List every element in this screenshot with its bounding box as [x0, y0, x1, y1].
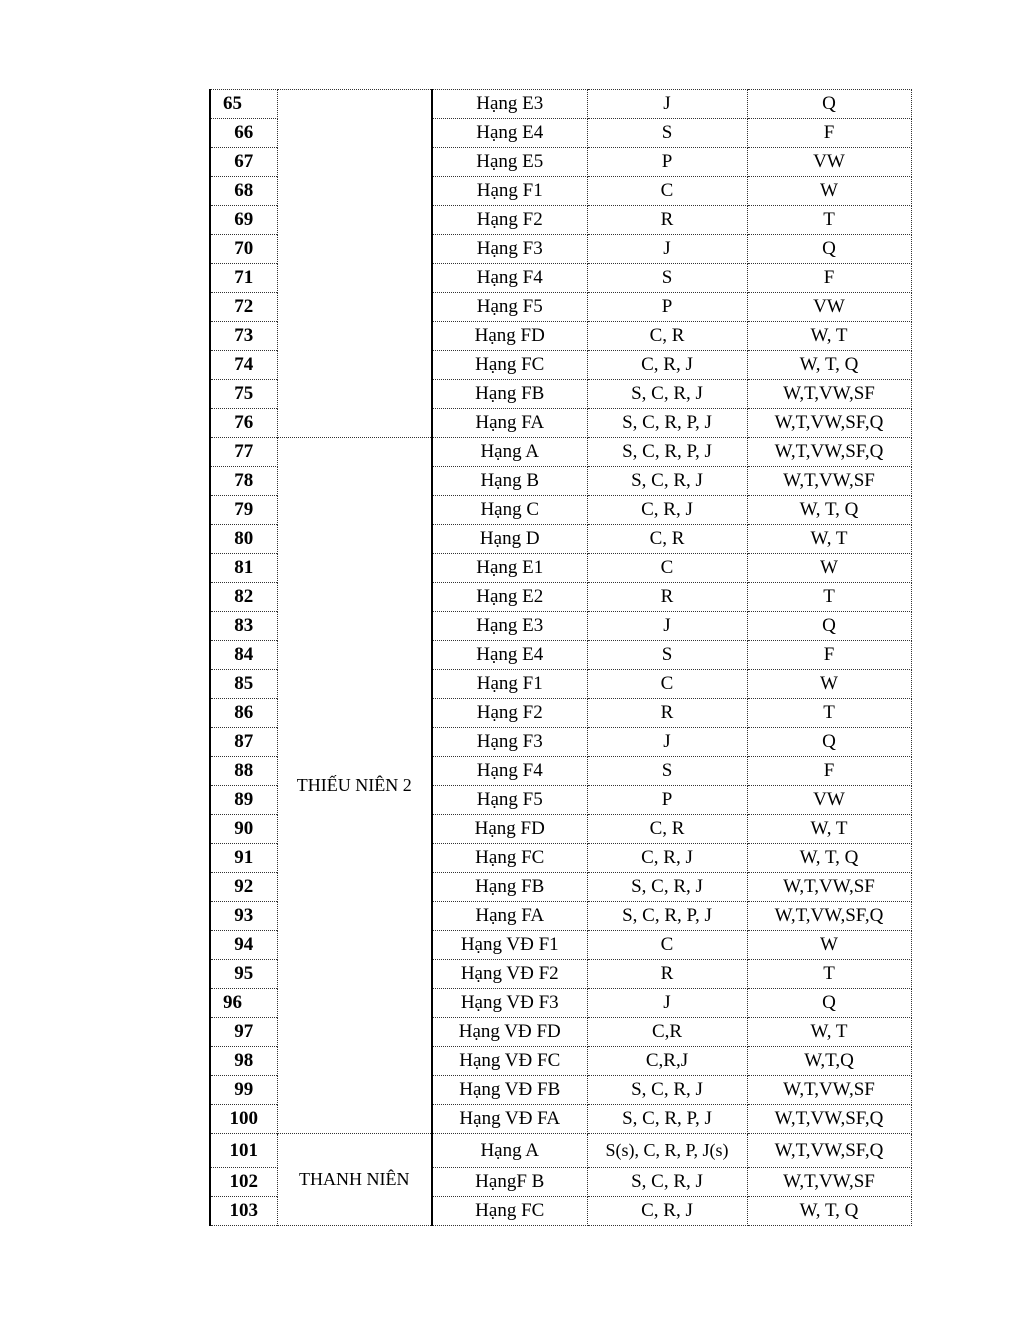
codes-cell: W, T: [747, 322, 911, 351]
row-number: 87: [210, 728, 277, 757]
row-number: 79: [210, 496, 277, 525]
rank-cell: Hạng F3: [432, 728, 587, 757]
row-number: 98: [210, 1047, 277, 1076]
events-cell: C: [587, 554, 747, 583]
row-number: 85: [210, 670, 277, 699]
events-cell: S, C, R, J: [587, 467, 747, 496]
row-number: 82: [210, 583, 277, 612]
events-cell: C: [587, 177, 747, 206]
events-cell: R: [587, 583, 747, 612]
rank-cell: Hạng F4: [432, 264, 587, 293]
table-body: [210, 90, 911, 1226]
rank-cell: Hạng FB: [432, 380, 587, 409]
events-cell: S, C, R, P, J: [587, 438, 747, 467]
codes-cell: Q: [747, 90, 911, 119]
codes-cell: Q: [747, 989, 911, 1018]
row-number: 66: [210, 119, 277, 148]
rank-cell: Hạng FC: [432, 844, 587, 873]
codes-cell: VW: [747, 786, 911, 815]
events-cell: J: [587, 235, 747, 264]
events-cell: J: [587, 728, 747, 757]
events-cell: S, C, R, P, J: [587, 902, 747, 931]
row-number: 91: [210, 844, 277, 873]
row-number: 83: [210, 612, 277, 641]
row-number: 70: [210, 235, 277, 264]
codes-cell: W: [747, 670, 911, 699]
events-cell: S, C, R, J: [587, 1076, 747, 1105]
ranking-table: [209, 89, 912, 1226]
events-cell: C, R, J: [587, 844, 747, 873]
row-number: 99: [210, 1076, 277, 1105]
rank-cell: Hạng VĐ FA: [432, 1105, 587, 1134]
codes-cell: W, T: [747, 525, 911, 554]
events-cell: S, C, R, J: [587, 380, 747, 409]
events-cell: C, R: [587, 525, 747, 554]
rank-cell: Hạng F5: [432, 293, 587, 322]
codes-cell: W,T,Q: [747, 1047, 911, 1076]
events-cell: J: [587, 90, 747, 119]
row-number: 78: [210, 467, 277, 496]
events-cell: C: [587, 931, 747, 960]
rank-cell: Hạng VĐ FB: [432, 1076, 587, 1105]
events-cell: S, C, R, J: [587, 1168, 747, 1197]
rank-cell: Hạng E3: [432, 612, 587, 641]
row-number: 89: [210, 786, 277, 815]
rank-cell: Hạng FC: [432, 1197, 587, 1226]
row-number: 86: [210, 699, 277, 728]
codes-cell: F: [747, 641, 911, 670]
group-label: [277, 90, 432, 438]
rank-cell: Hạng F1: [432, 670, 587, 699]
events-cell: S, C, R, J: [587, 873, 747, 902]
rank-cell: Hạng VĐ F2: [432, 960, 587, 989]
events-cell: C, R, J: [587, 1197, 747, 1226]
row-number: 68: [210, 177, 277, 206]
codes-cell: W, T, Q: [747, 351, 911, 380]
rank-cell: Hạng E1: [432, 554, 587, 583]
rank-cell: Hạng FA: [432, 902, 587, 931]
rank-cell: Hạng D: [432, 525, 587, 554]
codes-cell: W,T,VW,SF,Q: [747, 1105, 911, 1134]
table-row: [210, 438, 911, 467]
rank-cell: Hạng E3: [432, 90, 587, 119]
rank-cell: Hạng E5: [432, 148, 587, 177]
codes-cell: Q: [747, 612, 911, 641]
row-number: 77: [210, 438, 277, 467]
codes-cell: T: [747, 699, 911, 728]
rank-cell: Hạng F2: [432, 699, 587, 728]
codes-cell: VW: [747, 148, 911, 177]
row-number: 74: [210, 351, 277, 380]
row-number: 72: [210, 293, 277, 322]
rank-cell: Hạng F2: [432, 206, 587, 235]
row-number: 65: [210, 90, 277, 119]
codes-cell: W, T, Q: [747, 496, 911, 525]
rank-cell: Hạng A: [432, 1134, 587, 1168]
events-cell: C,R,J: [587, 1047, 747, 1076]
codes-cell: F: [747, 264, 911, 293]
table-row: [210, 90, 911, 119]
events-cell: R: [587, 699, 747, 728]
table-row: [210, 1134, 911, 1168]
codes-cell: W,T,VW,SF,Q: [747, 902, 911, 931]
events-cell: P: [587, 293, 747, 322]
row-number: 81: [210, 554, 277, 583]
codes-cell: W,T,VW,SF,Q: [747, 1134, 911, 1168]
codes-cell: W,T,VW,SF: [747, 1076, 911, 1105]
row-number: 84: [210, 641, 277, 670]
group-label: THANH NIÊN: [277, 1134, 432, 1226]
events-cell: S: [587, 264, 747, 293]
row-number: 102: [210, 1168, 277, 1197]
rank-cell: Hạng VĐ F3: [432, 989, 587, 1018]
rank-cell: Hạng A: [432, 438, 587, 467]
row-number: 73: [210, 322, 277, 351]
row-number: 67: [210, 148, 277, 177]
row-number: 97: [210, 1018, 277, 1047]
row-number: 103: [210, 1197, 277, 1226]
rank-cell: Hạng VĐ FD: [432, 1018, 587, 1047]
rank-cell: Hạng E4: [432, 119, 587, 148]
codes-cell: VW: [747, 293, 911, 322]
rank-cell: Hạng F3: [432, 235, 587, 264]
rank-cell: Hạng VĐ F1: [432, 931, 587, 960]
codes-cell: W,T,VW,SF: [747, 467, 911, 496]
codes-cell: W,T,VW,SF: [747, 873, 911, 902]
codes-cell: W: [747, 177, 911, 206]
events-cell: S, C, R, P, J: [587, 1105, 747, 1134]
rank-cell: Hạng FA: [432, 409, 587, 438]
rank-cell: Hạng C: [432, 496, 587, 525]
codes-cell: W,T,VW,SF,Q: [747, 438, 911, 467]
codes-cell: T: [747, 960, 911, 989]
events-cell: S, C, R, P, J: [587, 409, 747, 438]
row-number: 69: [210, 206, 277, 235]
codes-cell: W: [747, 554, 911, 583]
rank-cell: Hạng E4: [432, 641, 587, 670]
events-cell: C,R: [587, 1018, 747, 1047]
row-number: 94: [210, 931, 277, 960]
row-number: 96: [210, 989, 277, 1018]
events-cell: C, R, J: [587, 351, 747, 380]
rank-cell: Hạng E2: [432, 583, 587, 612]
events-cell: R: [587, 960, 747, 989]
events-cell: C, R: [587, 322, 747, 351]
codes-cell: W, T: [747, 815, 911, 844]
codes-cell: Q: [747, 235, 911, 264]
row-number: 75: [210, 380, 277, 409]
row-number: 80: [210, 525, 277, 554]
codes-cell: T: [747, 583, 911, 612]
events-cell: S: [587, 119, 747, 148]
codes-cell: W,T,VW,SF,Q: [747, 409, 911, 438]
row-number: 93: [210, 902, 277, 931]
rank-cell: Hạng F4: [432, 757, 587, 786]
row-number: 92: [210, 873, 277, 902]
events-cell: R: [587, 206, 747, 235]
rank-cell: HạngF B: [432, 1168, 587, 1197]
events-cell: J: [587, 612, 747, 641]
codes-cell: T: [747, 206, 911, 235]
events-cell: S(s), C, R, P, J(s): [587, 1134, 747, 1168]
row-number: 95: [210, 960, 277, 989]
events-cell: S: [587, 757, 747, 786]
events-cell: S: [587, 641, 747, 670]
row-number: 71: [210, 264, 277, 293]
row-number: 88: [210, 757, 277, 786]
row-number: 90: [210, 815, 277, 844]
events-cell: P: [587, 786, 747, 815]
codes-cell: F: [747, 757, 911, 786]
rank-cell: Hạng F1: [432, 177, 587, 206]
codes-cell: W,T,VW,SF: [747, 1168, 911, 1197]
row-number: 100: [210, 1105, 277, 1134]
rank-cell: Hạng VĐ FC: [432, 1047, 587, 1076]
rank-cell: Hạng FB: [432, 873, 587, 902]
row-number: 76: [210, 409, 277, 438]
events-cell: P: [587, 148, 747, 177]
codes-cell: W, T: [747, 1018, 911, 1047]
rank-cell: Hạng F5: [432, 786, 587, 815]
codes-cell: W, T, Q: [747, 844, 911, 873]
rank-cell: Hạng FC: [432, 351, 587, 380]
codes-cell: Q: [747, 728, 911, 757]
rank-cell: Hạng FD: [432, 322, 587, 351]
events-cell: J: [587, 989, 747, 1018]
group-label: THIẾU NIÊN 2: [277, 438, 432, 1134]
codes-cell: F: [747, 119, 911, 148]
events-cell: C, R, J: [587, 496, 747, 525]
events-cell: C, R: [587, 815, 747, 844]
rank-cell: Hạng FD: [432, 815, 587, 844]
codes-cell: W, T, Q: [747, 1197, 911, 1226]
events-cell: C: [587, 670, 747, 699]
codes-cell: W,T,VW,SF: [747, 380, 911, 409]
codes-cell: W: [747, 931, 911, 960]
rank-cell: Hạng B: [432, 467, 587, 496]
row-number: 101: [210, 1134, 277, 1168]
